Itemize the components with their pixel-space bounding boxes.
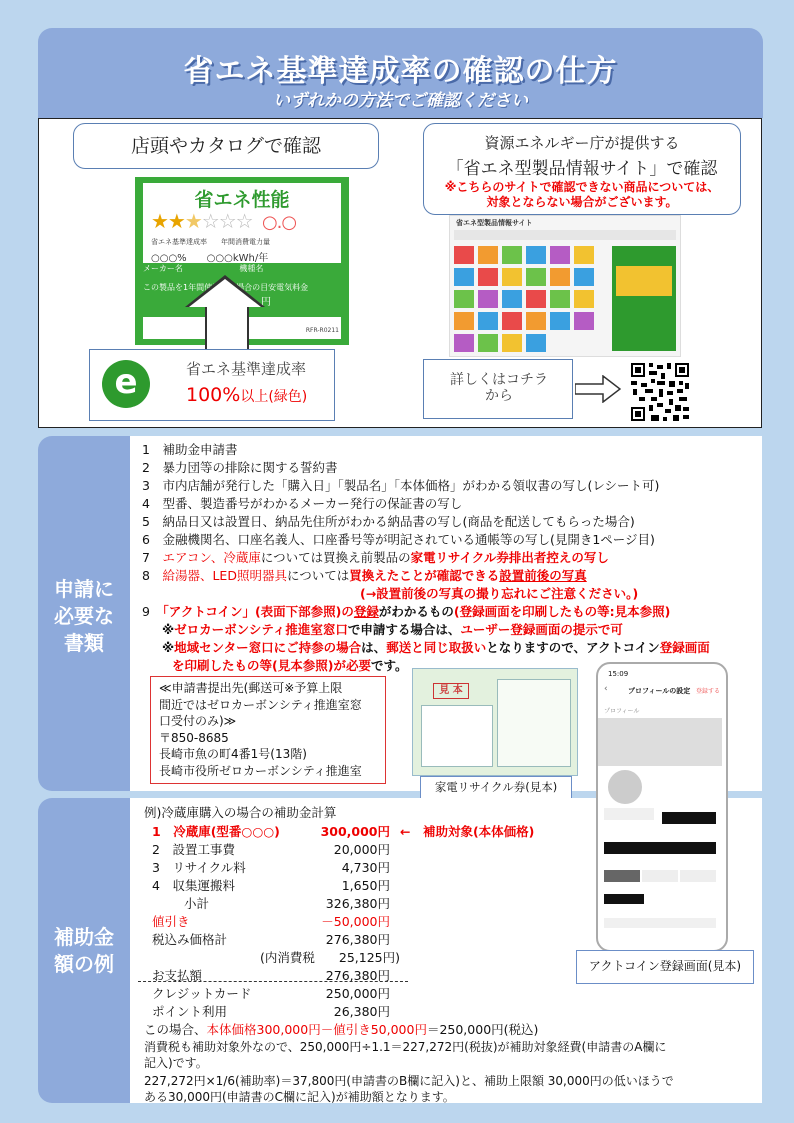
phone-field-masked: [604, 894, 644, 904]
amount-row-11-label: ポイント利用: [152, 1004, 228, 1019]
label-title: 省エネ性能: [194, 189, 290, 211]
e-mark-icon: e: [102, 360, 150, 408]
app-screen-caption: アクトコイン登録画面(見本): [576, 950, 754, 984]
stars-filled: ★★: [151, 209, 185, 233]
tile: [454, 290, 474, 308]
label-sub-values: ○○○% ○○○kWh/年: [151, 253, 269, 264]
phone-field: [604, 808, 654, 820]
amount-side-line-1: 補助金: [54, 925, 114, 949]
doc-item-7-bold: 家電リサイクル券排出者控えの写し: [410, 550, 609, 565]
doc-note-2: [162, 638, 710, 656]
arrow-up-icon: [189, 279, 261, 307]
amount-summary-2: 消費税も補助対象外なので、250,000円÷1.1＝227,272円(税抜)が補助対象経費(申請書のA欄に: [144, 1040, 667, 1054]
submit-line-4: 〒850-8685: [159, 730, 229, 745]
doc-item-5: 5 納品日又は設置日、納品先住所がわかる納品書の写し(商品を配送してもらった場合): [142, 514, 635, 529]
tile: [574, 312, 594, 330]
tile: [550, 290, 570, 308]
phone-time: 15:09: [608, 670, 629, 678]
site-screenshot: [449, 215, 681, 357]
doc-note-2-e: となりますので、アクトコイン: [486, 640, 660, 655]
phone-header: プロフィールの設定: [628, 687, 691, 695]
amount-row-6-value: －50,000円: [321, 914, 390, 929]
tile: [526, 246, 546, 264]
doc-item-3: 3 市内店舗が発行した「購入日」「製品名」「本体価格」がわかる領収書の写し(レシート可): [142, 478, 660, 493]
site-line-2: 「省エネ型製品情報サイト」で確認: [446, 159, 718, 179]
submit-line-2: 間近ではゼロカーボンシティ推進室窓: [159, 697, 362, 712]
submit-address-box: [150, 676, 386, 784]
amount-row-6-label: 値引き: [152, 914, 190, 929]
amount-row-1-value: 300,000円: [320, 824, 390, 839]
doc-item-9-b: 登録: [353, 604, 379, 619]
tile: [502, 312, 522, 330]
achievement-suffix: 以上(緑色): [240, 389, 308, 405]
tile: [478, 290, 498, 308]
fee-yen: 円: [261, 297, 271, 308]
doc-item-8-red: 給湯器、LED照明器具: [162, 568, 287, 583]
phone-field: [604, 918, 716, 928]
doc-item-7-red: エアコン、冷蔵庫: [162, 550, 261, 565]
fee-text: この製品を1年間使用した場合の目安電気料金: [143, 283, 309, 292]
site-mock-banner-inner: [616, 266, 672, 296]
docs-side-text: [38, 576, 130, 657]
phone-profile: プロフィール: [604, 708, 640, 715]
recycle-ticket-caption: 家電リサイクル券(見本): [420, 776, 572, 800]
site-line-1: 資源エネルギー庁が提供する: [484, 134, 680, 152]
doc-item-7-mid: については買換え前製品の: [260, 550, 411, 565]
back-icon: ‹: [604, 684, 608, 694]
amount-row-3-value: 4,730円: [341, 860, 390, 875]
header-banner: [38, 28, 763, 118]
doc-note-3-d: です。: [370, 658, 408, 673]
doc-item-8-bold: 買換えたことが確認できる: [349, 568, 500, 583]
amount-row-8-value: 25,125円): [338, 950, 400, 965]
submit-line-1: ≪申請書提出先(郵送可※予算上限: [159, 681, 343, 695]
doc-item-9: [142, 602, 670, 620]
doc-note-1-c: で申請する場合は、: [347, 622, 461, 637]
phone-segment: [680, 870, 716, 882]
site-note-2: 対象とならない場合がございます。: [486, 195, 678, 209]
docs-side-line-3: 書類: [64, 631, 104, 655]
tile: [454, 334, 474, 352]
tile: [502, 246, 522, 264]
tile: [526, 312, 546, 330]
amount-side-text: [38, 924, 130, 978]
recycle-ticket-sample: [412, 668, 578, 776]
tile: [574, 246, 594, 264]
site-note-1: ※こちらのサイトで確認できない商品については、: [444, 180, 720, 194]
label-top-panel: [143, 183, 341, 263]
stars-empty: ☆☆☆: [201, 209, 253, 233]
tile: [550, 312, 570, 330]
doc-note-2-c: は、: [361, 640, 387, 655]
summary-1-b: 本体価格300,000円－値引き50,000円: [206, 1022, 427, 1037]
tile: [478, 246, 498, 264]
doc-item-2: 2 暴力団等の排除に関する誓約書: [142, 460, 338, 475]
docs-section-label: [38, 436, 130, 791]
tile: [526, 290, 546, 308]
doc-item-7: [142, 548, 609, 566]
site-check-box: [423, 123, 741, 215]
doc-item-9-num: 9: [142, 604, 163, 619]
phone-field-masked: [604, 842, 716, 854]
doc-note-3: [172, 656, 407, 674]
doc-item-8-mid: については: [286, 568, 350, 583]
amount-row-9-label: お支払額: [152, 968, 203, 983]
qr-code-icon[interactable]: [629, 361, 691, 423]
arrow-right-icon: [575, 375, 621, 403]
stars-half: ★: [184, 209, 202, 233]
amount-row-5-label: 小計: [184, 896, 210, 911]
amount-section-label: [38, 798, 130, 1103]
model-label: 機種名: [239, 264, 264, 273]
label-sub-text: [151, 237, 270, 264]
amount-summary-1: [144, 1020, 538, 1038]
amount-row-7-label: 税込み価格計: [152, 932, 228, 947]
submit-line-5: 長崎市魚の町4番1号(13階): [159, 747, 307, 761]
doc-item-8: [142, 566, 587, 584]
tile: [478, 334, 498, 352]
doc-note-2-d: 郵送と同じ取扱い: [386, 640, 487, 655]
amount-row-3-label: 3 リサイクル料: [152, 860, 246, 875]
amount-row-2-value: 20,000円: [333, 842, 390, 857]
more-info-line-1: 詳しくはコチラ: [450, 372, 548, 388]
site-mock-tiles: [454, 246, 604, 351]
amount-row-1-note: ← 補助対象(本体価格): [400, 824, 535, 839]
amount-row-10-label: クレジットカード: [152, 986, 252, 1001]
phone-field-masked: [662, 812, 716, 824]
maker-label: メーカー名: [143, 264, 183, 273]
check-method-panel: [38, 118, 762, 428]
doc-note-2-b: 地域センター窓口にご持参の場合: [174, 640, 362, 655]
amount-summary-3: 記入)です。: [144, 1056, 208, 1070]
ticket-form-left: [421, 705, 493, 767]
doc-item-1: 1 補助金申請書: [142, 442, 238, 457]
tile: [478, 312, 498, 330]
doc-note-3-b: (見本参照): [272, 658, 334, 673]
amount-side-line-2: 額の例: [54, 952, 114, 976]
site-note: [424, 180, 740, 210]
summary-1-c: ＝250,000円(税込): [426, 1022, 539, 1037]
doc-note-1-a: ※: [162, 622, 175, 637]
doc-note-1-d: ユーザー登録画面の提示で可: [460, 622, 623, 637]
page-subtitle: いずれかの方法でご確認ください: [273, 91, 528, 111]
more-info-line-2: から: [485, 388, 513, 404]
amount-row-4-label: 4 収集運搬料: [152, 878, 235, 893]
amount-row-5-value: 326,380円: [325, 896, 390, 911]
submit-line-3: 口受付のみ)≫: [159, 714, 237, 728]
tile: [502, 290, 522, 308]
achievement-box: [89, 349, 335, 421]
amount-row-8-label: (内消費税: [260, 950, 315, 965]
payment-divider: [138, 981, 408, 982]
phone-segment: [604, 870, 640, 882]
summary-1-a: この場合、: [144, 1022, 207, 1037]
docs-side-line-1: 申請に: [54, 577, 114, 601]
app-screen-sample: [596, 662, 728, 952]
tile: [526, 268, 546, 286]
doc-note-1: [162, 620, 623, 638]
doc-item-8-note: (→設置前後の写真の撮り忘れにご注意ください。): [360, 586, 639, 601]
doc-note-2-f: 登録画面: [659, 640, 710, 655]
label-sub-heading: 省エネ基準達成率 年間消費電力量: [151, 238, 270, 246]
achievement-value: [186, 384, 307, 406]
tile: [478, 268, 498, 286]
phone-cover-image: [598, 718, 722, 766]
tile: [574, 290, 594, 308]
tile: [502, 268, 522, 286]
tile: [574, 268, 594, 286]
label-code: RFR-R0211: [305, 327, 339, 334]
doc-item-9-c: がわかるもの: [378, 604, 454, 619]
doc-item-9-d: (登録画面を印刷したもの等:見本参照): [453, 604, 671, 619]
submit-line-6: 長崎市役所ゼロカーボンシティ推進室: [159, 763, 362, 778]
tile: [526, 334, 546, 352]
doc-item-8-bold2: 設置前後の写真: [499, 568, 587, 583]
rating-circle-text: ○.○: [261, 212, 297, 233]
achievement-percent: 100%: [186, 384, 241, 406]
amount-row-11-value: 26,380円: [333, 1004, 390, 1019]
doc-note-3-c: が必要: [333, 658, 371, 673]
tile: [454, 312, 474, 330]
doc-item-7-num: 7: [142, 550, 163, 565]
sample-stamp: 見 本: [433, 683, 469, 699]
tile: [454, 268, 474, 286]
tile: [550, 246, 570, 264]
tile: [502, 334, 522, 352]
amount-row-1-label: 1 冷蔵庫(型番○○○): [152, 824, 280, 839]
arrow-up-shaft: [205, 307, 249, 349]
doc-item-8-num: 8: [142, 568, 163, 583]
amount-row-2-label: 2 設置工事費: [152, 842, 235, 857]
more-info-text: [424, 372, 574, 404]
tile: [550, 268, 570, 286]
phone-segment: [642, 870, 678, 882]
amount-row-9-value: 276,380円: [325, 968, 390, 983]
page-title: 省エネ基準達成率の確認の仕方: [183, 54, 618, 89]
amount-summary-5: ある30,000円(申請書のC欄に記入)が補助額となります。: [144, 1090, 455, 1104]
doc-item-9-a: 「アクトコイン」(表面下部参照)の: [162, 604, 354, 619]
phone-action: 登録する: [696, 688, 721, 695]
amount-intro: 例)冷蔵庫購入の場合の補助金計算: [144, 805, 337, 820]
site-mock-title: 省エネ型製品情報サイト: [456, 219, 533, 227]
site-mock-banner: [612, 246, 676, 351]
shop-check-box: 店頭やカタログで確認: [73, 123, 379, 169]
docs-side-line-2: 必要な: [54, 604, 114, 628]
doc-item-4: 4 型番、製造番号がわかるメーカー発行の保証書の写し: [142, 496, 463, 511]
doc-note-1-b: ゼロカーボンシティ推進室窓口: [174, 622, 348, 637]
amount-row-4-value: 1,650円: [341, 878, 390, 893]
tile: [454, 246, 474, 264]
doc-note-3-a: を印刷したもの等: [172, 658, 273, 673]
amount-row-10-value: 250,000円: [325, 986, 390, 1001]
more-info-box[interactable]: [423, 359, 573, 419]
ticket-form-right: [497, 679, 571, 767]
amount-row-7-value: 276,380円: [325, 932, 390, 947]
achievement-title: 省エネ基準達成率: [186, 360, 307, 378]
doc-note-2-a: ※: [162, 640, 175, 655]
avatar: [606, 768, 644, 806]
amount-summary-4: 227,272円×1/6(補助率)＝37,800円(申請書のB欄に記入)と、補助上限額 30,000円の低いほうで: [144, 1074, 674, 1088]
star-rating: [151, 209, 296, 233]
site-mock-searchbar: [454, 230, 676, 240]
doc-item-6: 6 金融機関名、口座名義人、口座番号等が明記されている通帳等の写し(見開き1ページ目): [142, 532, 655, 547]
